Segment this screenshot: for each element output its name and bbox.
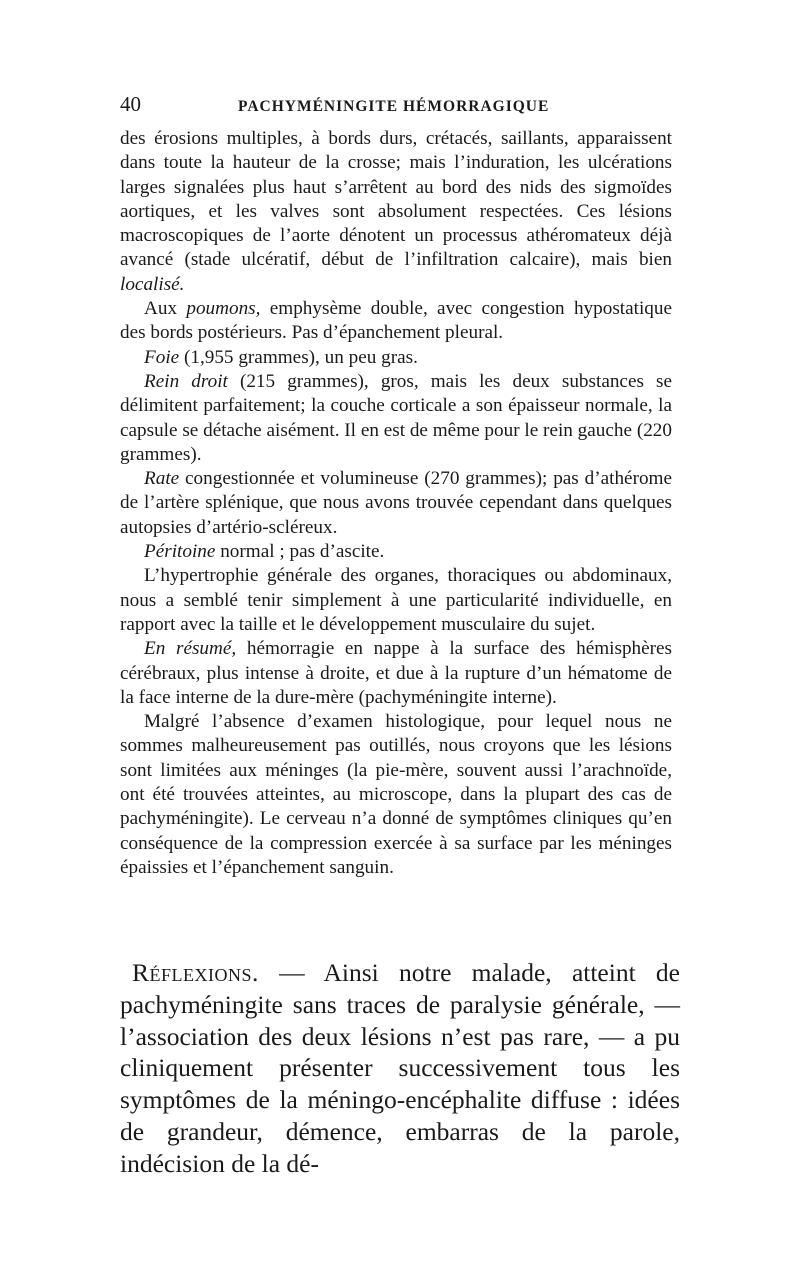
paragraph-aorta: des érosions multiples, à bords durs, crétacés, saillants, apparaissent dans toute la hauteur de la crosse; mais l’induration, les ulcérations larges signalées plus haut s’arrêtent au bord des nids des sigmoïdes aortiques, et les valves sont absolument respectées. Ces lésions macroscopiques de l’aorte dénotent un processus athéromateux déjà avancé (stade ulcératif, début de l’infiltration calcaire), mais bien localisé.	[120, 128, 672, 295]
paragraph-lungs: Aux poumons, emphysème double, avec congestion hypostatique des bords postérieurs. Pas d’épanchement pleural.	[120, 298, 672, 344]
body-text-large	[120, 957, 680, 1180]
page-number: 40	[120, 92, 141, 116]
reflexions-heading: Réflexions.	[132, 958, 259, 987]
paragraph-liver: Foie (1,955 grammes), un peu gras.	[144, 346, 418, 368]
body-text-small	[120, 127, 672, 880]
paragraph-reflexions: Réflexions. — Ainsi notre malade, atteint de pachyméningite sans traces de paralysie générale, — l’association des deux lésions n’est pas rare, — a pu cliniquement présenter successivement tous les symptômes de la méningo-encéphalite diffuse : idées de grandeur, démence, embarras de la parole, indécision de la dé-	[120, 958, 680, 1178]
paragraph-kidney: Rein droit (215 grammes), gros, mais les deux substances se délimitent parfaitement; la couche corticale a son épaisseur normale, la capsule se détache aisément. Il en est de même pour le rein gauche (220 grammes).	[120, 370, 672, 465]
paragraph-spleen: Rate congestionnée et volumineuse (270 grammes); pas d’athérome de l’artère splénique, que nous avons trouvée cependant dans quelques autopsies d’artério-scléreux.	[120, 468, 672, 538]
page-header	[120, 92, 680, 117]
paragraph-hypertrophy: L’hypertrophie générale des organes, thoraciques ou abdominaux, nous a semblé tenir simplement à une particularité individuelle, en rapport avec la taille et le développement musculaire du sujet.	[120, 565, 672, 635]
paragraph-histology: Malgré l’absence d’examen histologique, pour lequel nous ne sommes malheureusement pas outillés, nous croyons que les lésions sont limitées aux méninges (la pie-mère, souvent aussi l’arachnoïde, ont été trouvées atteintes, au microscope, dans la plupart des cas de pachyméningite). Le cerveau n’a donné de symptômes cliniques qu’en conséquence de la compression exercée à sa surface par les méninges épaissies et l’épanchement sanguin.	[120, 711, 672, 878]
running-title: PACHYMÉNINGITE HÉMORRAGIQUE	[238, 98, 550, 115]
paragraph-peritoneum: Péritoine normal ; pas d’ascite.	[144, 541, 385, 563]
paragraph-summary: En résumé, hémorragie en nappe à la surface des hémisphères cérébraux, plus intense à droite, et due à la rupture d’un hématome de la face interne de la dure-mère (pachyméningite interne).	[120, 638, 673, 708]
